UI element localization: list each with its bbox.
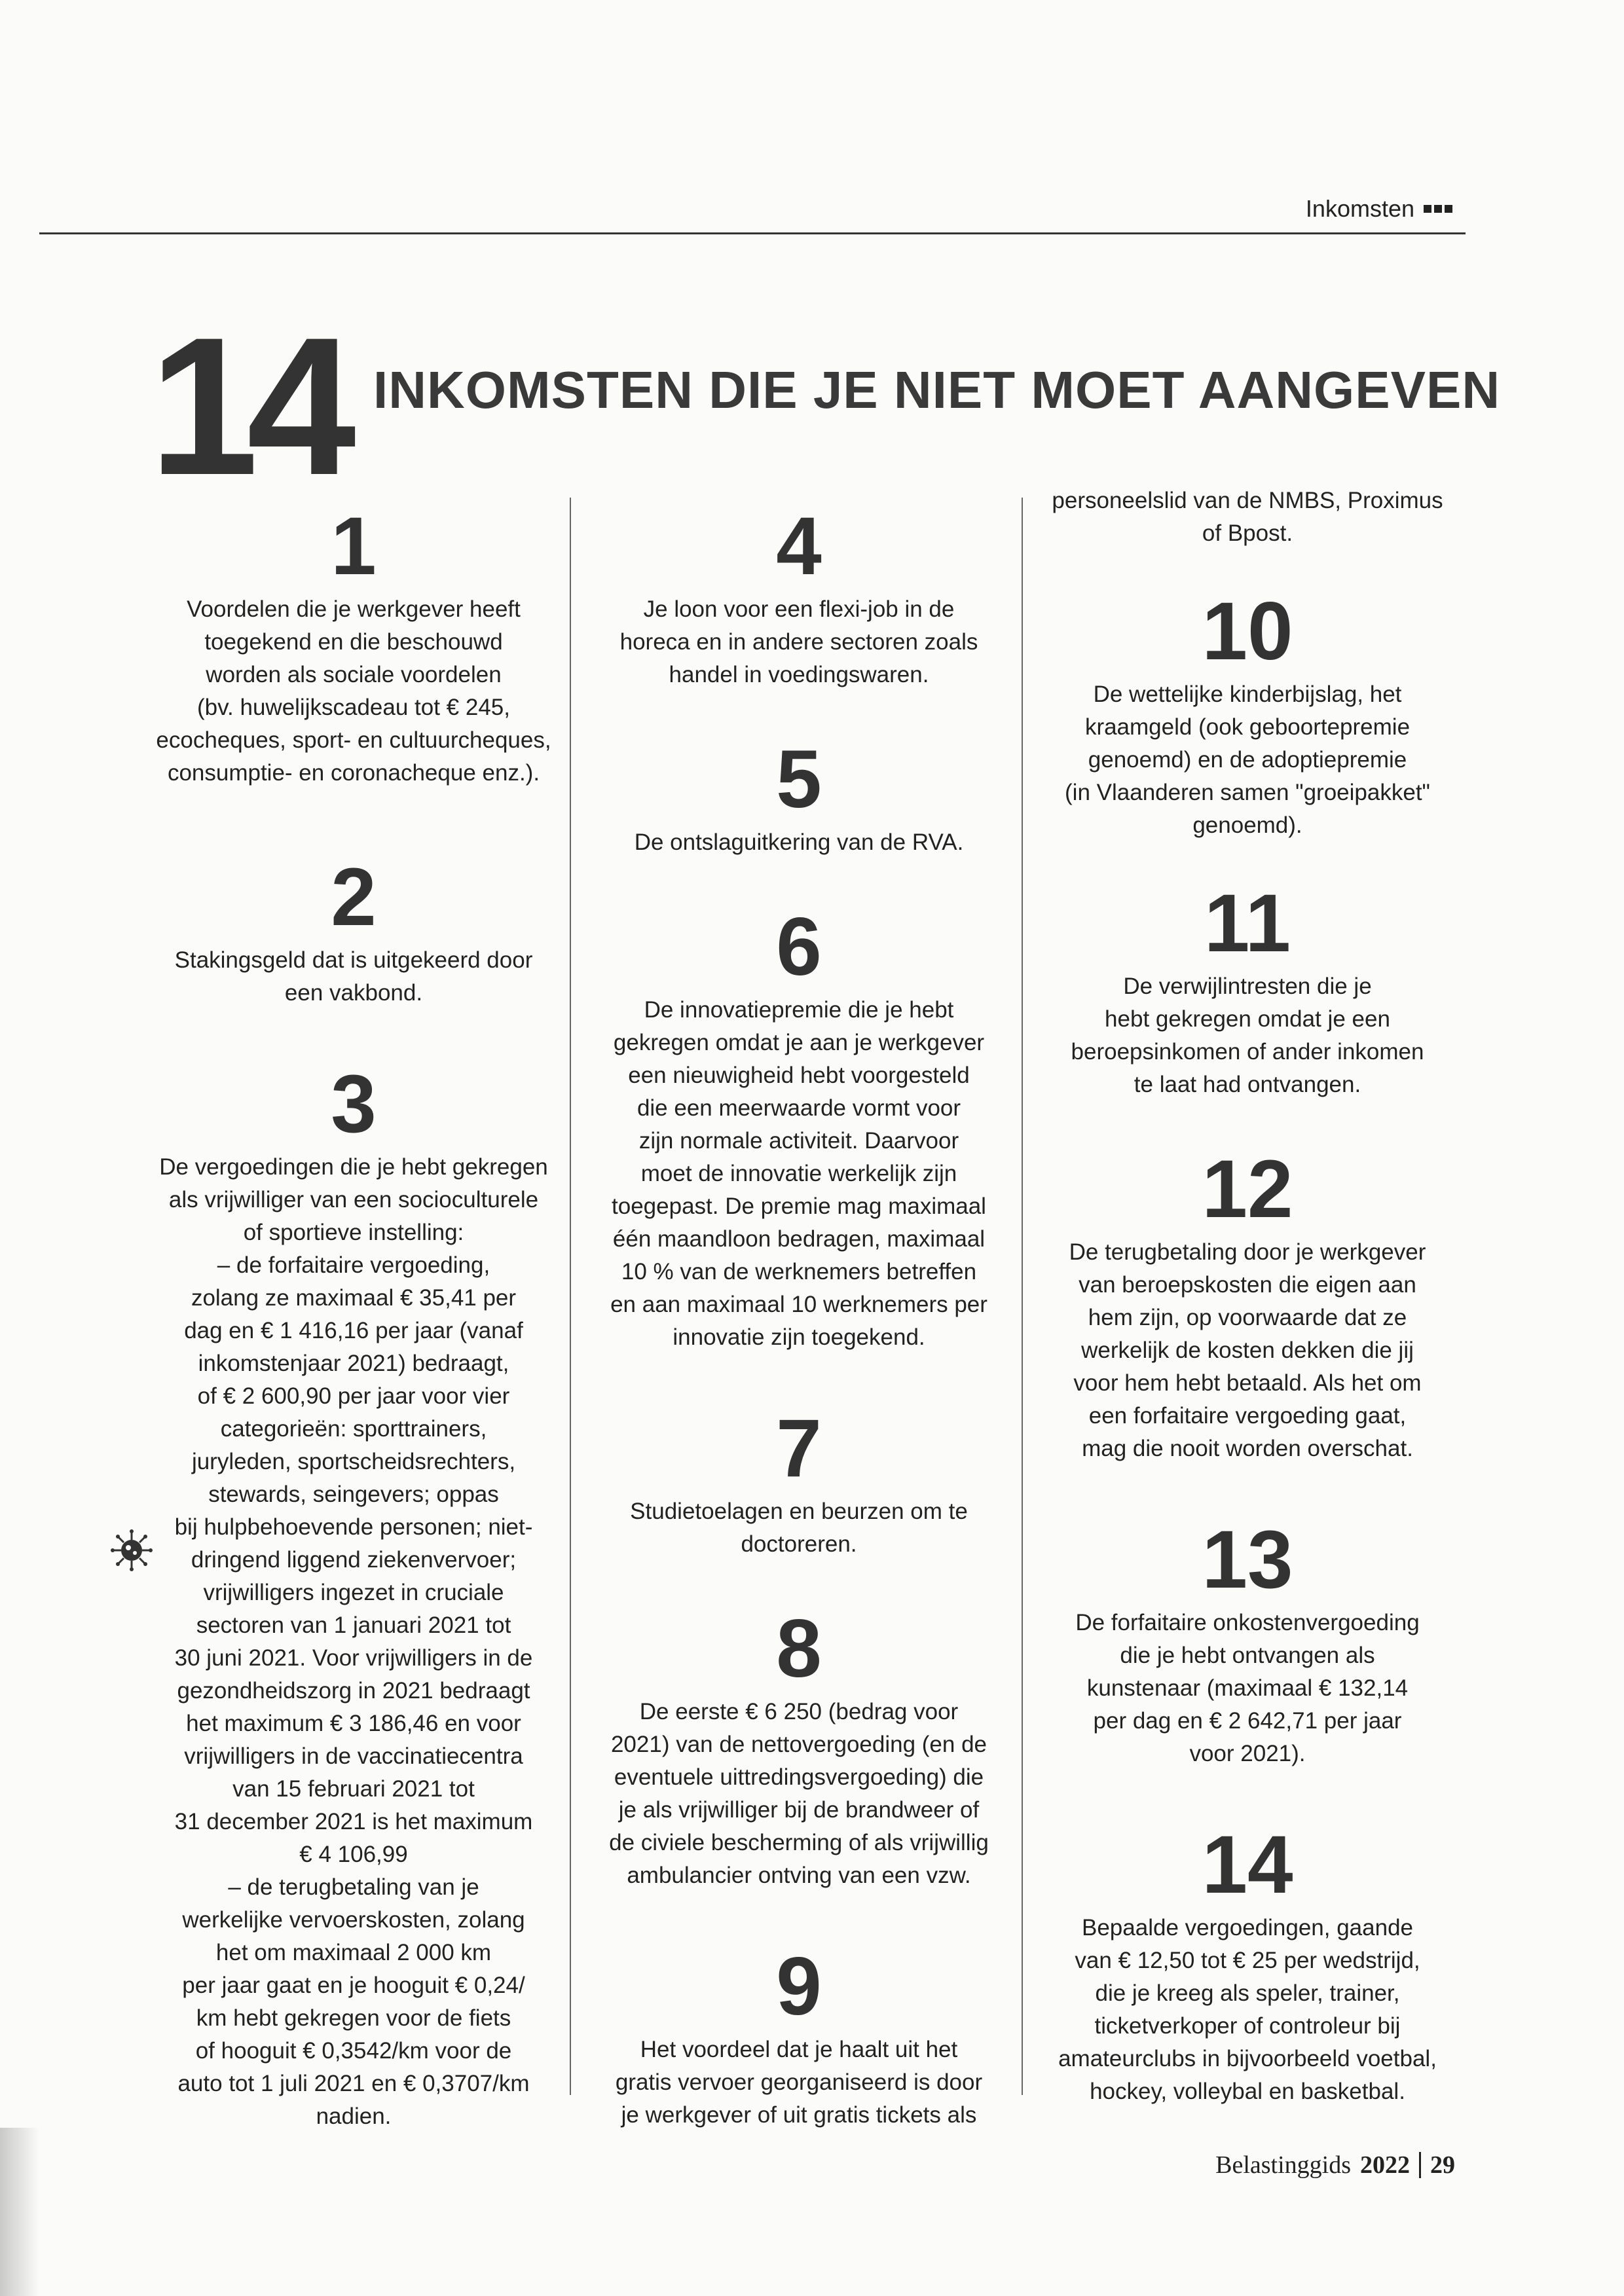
list-item [131, 501, 576, 790]
list-item [586, 1403, 1012, 1561]
item-text: personeelslid van de NMBS, Proximus of Bpost. [1052, 488, 1443, 546]
list-item [586, 902, 1012, 1354]
item-number: 10 [1202, 586, 1293, 677]
coronavirus-icon [110, 1529, 153, 1572]
item-text: De vergoedingen die je hebt gekregen als vrijwilliger van een socioculturele of sportieve instelling: – de forfaitaire vergoeding, zolang ze maximaal € 35,41 per dag en € 1 416,16 per jaar (vanaf inkomstenjaar 2021) bedraagt, of € 2 600,90 per jaar voor vier categorieën: sporttrainers, juryleden, sportscheidsrechters, stewards, seingevers; oppas bij hulpbehoevende personen; niet- dringend liggend ziekenvervoer; vrijwilligers ingezet in cruciale sectoren van 1 januari 2021 tot 30 juni 2021. Voor vrijwilligers in de gezondheidszorg in 2021 bedraagt het maximum € 3 186,46 en voor vrijwilligers in de vaccinatiecentra van 15 februari 2021 tot 31 december 2021 is het maximum € 4 106,99 – de terugbetaling van je werkelijke vervoerskosten, zolang het om maximaal 2 000 km per jaar gaat en je hooguit € 0,24/ km hebt gekregen voor de fiets of hooguit € 0,3542/km voor de auto tot 1 juli 2021 en € 0,3707/km nadien. [159, 1154, 548, 2129]
item-number: 7 [776, 1403, 822, 1494]
running-header [1306, 195, 1452, 223]
publication-name: Belastinggids [1215, 2151, 1351, 2179]
list-item [1031, 1514, 1464, 1770]
scan-edge-shadow [0, 2128, 39, 2296]
item-text: Het voordeel dat je haalt uit het gratis vervoer georganiseerd is door je werkgever of uit gratis tickets als [615, 2037, 983, 2128]
header-rule [39, 232, 1466, 234]
list-item [1031, 484, 1464, 550]
item-number: 14 [1202, 1819, 1293, 1910]
list-item [1031, 586, 1464, 842]
list-item [586, 501, 1012, 691]
column-1 [131, 484, 576, 2155]
item-number: 9 [776, 1941, 822, 2032]
column-divider-2 [1022, 498, 1023, 2095]
item-number: 6 [776, 902, 822, 993]
item-text: De eerste € 6 250 (bedrag voor 2021) van de nettovergoeding (en de eventuele uittredingsvergoeding) die je als vrijwilliger bij de brandweer of de civiele bescherming of als vrijwillig ambulancier ontving van een vzw. [609, 1699, 989, 1888]
item-number: 13 [1202, 1514, 1293, 1605]
item-number: 5 [776, 734, 822, 825]
title-number: 14 [149, 296, 344, 516]
column-3 [1031, 484, 1464, 2130]
item-text: De terugbetaling door je werkgever van beroepskosten die eigen aan hem zijn, op voorwaarde dat ze werkelijk de kosten dekken die jij voor hem hebt betaald. Als het om een forfaitaire vergoeding gaat, mag die nooit worden overschat. [1069, 1239, 1426, 1461]
item-text: De verwijlintresten die je hebt gekregen omdat je een beroepsinkomen of ander inkomen te laat had ontvangen. [1071, 974, 1424, 1097]
column-2 [586, 484, 1012, 2154]
item-text: Bepaalde vergoedingen, gaande van € 12,50 tot € 25 per wedstrijd, die je kreeg als speler, trainer, ticketverkoper of controleur bij amateurclubs in bijvoorbeeld voetbal, hockey, volleybal en basketbal. [1058, 1915, 1437, 2104]
item-number: 11 [1204, 878, 1291, 969]
item-number: 4 [776, 501, 822, 592]
item-text: Stakingsgeld dat is uitgekeerd door een vakbond. [174, 947, 533, 1006]
page-title: INKOMSTEN DIE JE NIET MOET AANGEVEN [373, 361, 1501, 419]
item-number: 3 [331, 1059, 377, 1150]
item-text: Voordelen die je werkgever heeft toegekend en die beschouwd worden als sociale voordelen (bv. huwelijkscadeau tot € 245, ecocheques, sport- en cultuurcheques, consumptie- en coronacheque enz.). [156, 596, 551, 786]
list-item [131, 852, 576, 1010]
item-number: 12 [1202, 1144, 1293, 1235]
item-text: De forfaitaire onkostenvergoeding die je hebt ontvangen als kunstenaar (maximaal € 132,14 per dag en € 2 642,71 per jaar voor 2021). [1075, 1610, 1420, 1766]
header-squares-icon [1424, 205, 1452, 213]
publication-year: 2022 [1360, 2151, 1410, 2179]
list-item [1031, 1819, 1464, 2108]
list-item [1031, 878, 1464, 1101]
list-item [586, 1941, 1012, 2132]
item-text: Je loon voor een flexi-job in de horeca en in andere sectoren zoals handel in voedingswaren. [619, 596, 978, 687]
item-number: 2 [331, 852, 377, 943]
item-number: 1 [331, 501, 377, 592]
list-item [586, 734, 1012, 859]
item-text: De innovatiepremie die je hebt gekregen omdat je aan je werkgever een nieuwigheid hebt voorgesteld die een meerwaarde vormt voor zijn normale activiteit. Daarvoor moet de innovatie werkelijk zijn toegepast. De premie mag maximaal één maandloon bedragen, maximaal 10 % van de werknemers betreffen en aan maximaal 10 werknemers per innovatie zijn toegekend. [610, 997, 987, 1350]
footer-divider [1419, 2152, 1421, 2178]
list-item [586, 1603, 1012, 1892]
item-text: De wettelijke kinderbijslag, het kraamgeld (ook geboortepremie genoemd) en de adoptiepremie (in Vlaanderen samen "groeipakket" genoemd). [1065, 682, 1430, 838]
page-footer [1215, 2151, 1455, 2179]
section-label: Inkomsten [1305, 195, 1414, 222]
list-item [131, 1059, 576, 2133]
list-item [1031, 1144, 1464, 1465]
item-number: 8 [776, 1603, 822, 1694]
item-text: Studietoelagen en beurzen om te doctoreren. [630, 1499, 968, 1557]
item-text: De ontslaguitkering van de RVA. [634, 829, 964, 855]
page-number: 29 [1430, 2151, 1455, 2179]
